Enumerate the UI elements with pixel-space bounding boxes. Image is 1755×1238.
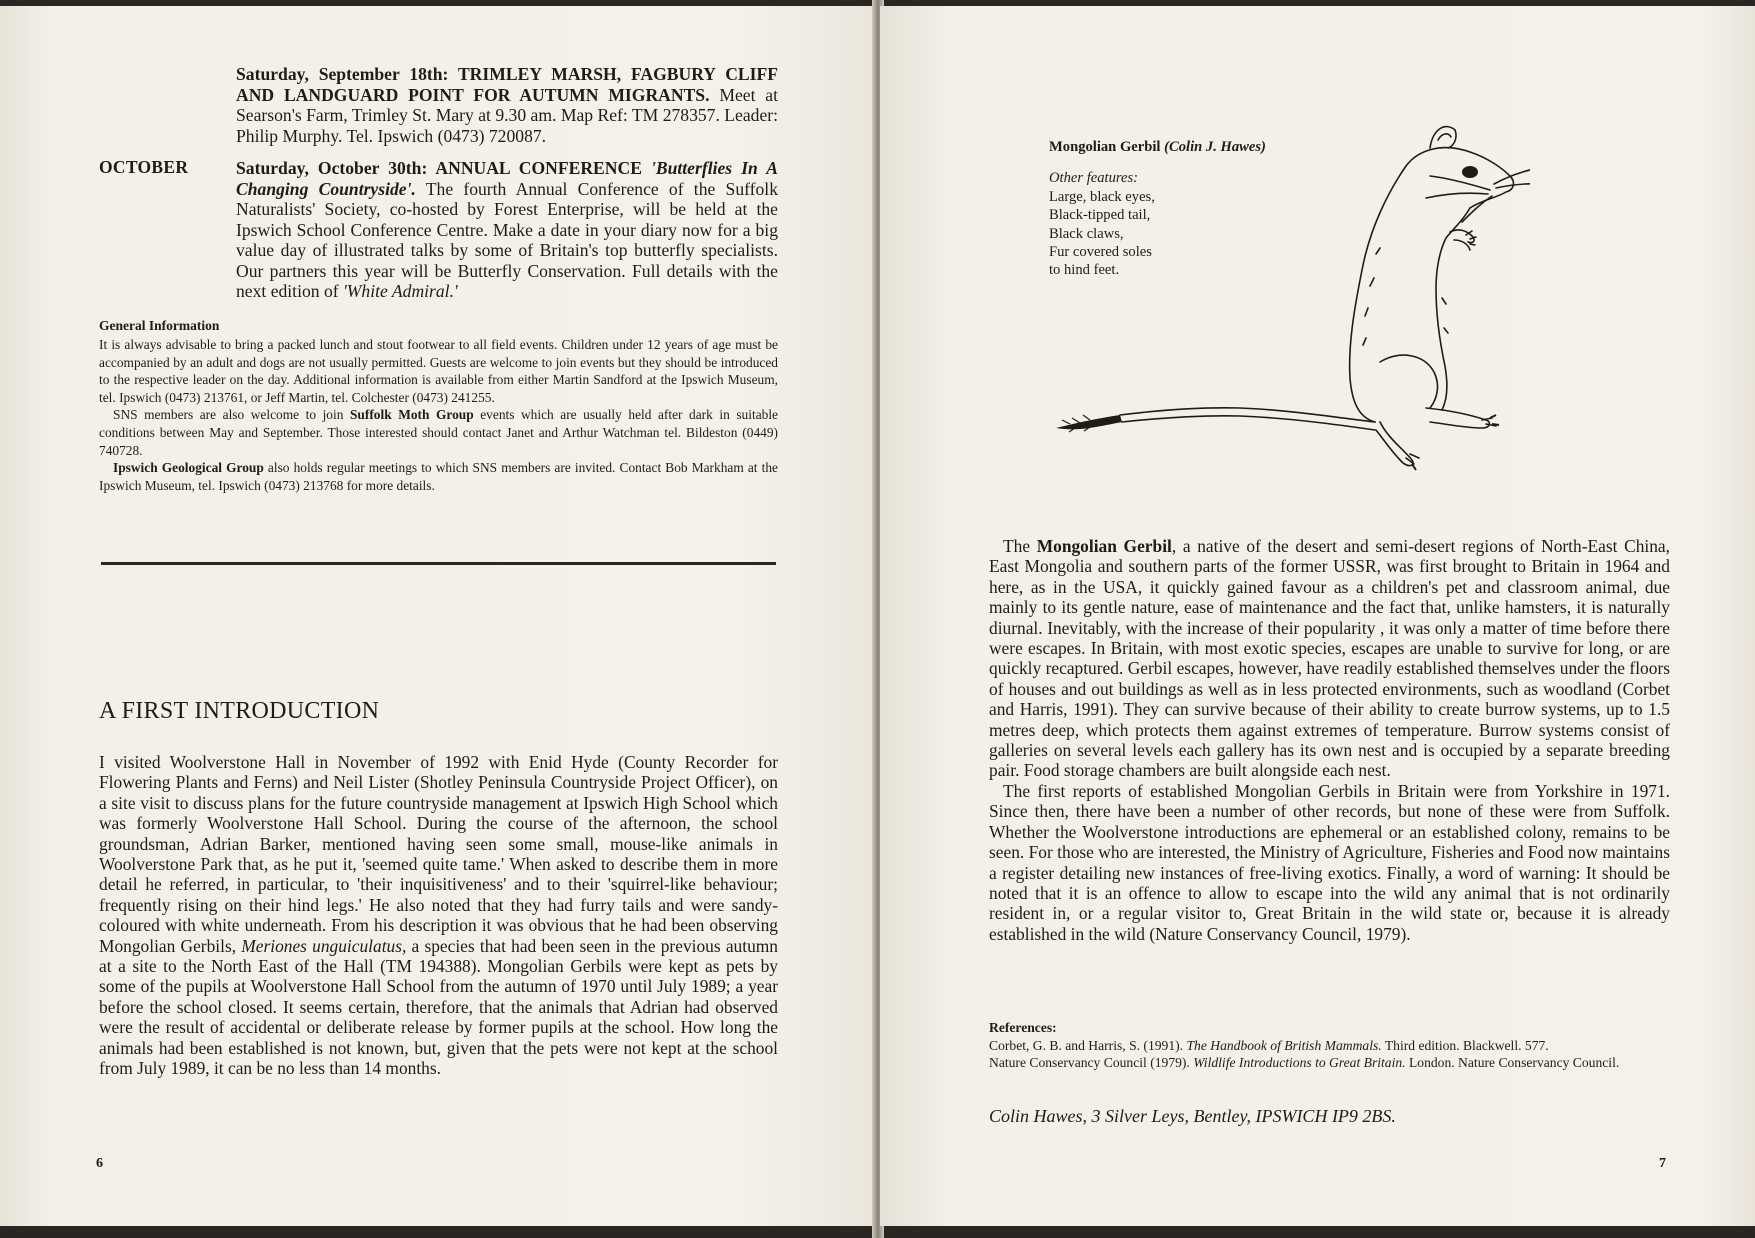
event-october-heading: Saturday, October 30th: ANNUAL CONFERENCE [236, 158, 651, 178]
general-info-p1: It is always advisable to bring a packed lunch and stout footwear to all field events. Children under 12 years of age must be accompanied by an adult and dogs are not usually permitted. Guests are welcome to join events but they should be introduced to the respective leader on the day. Additional information is available from either Martin Sandford at the Ipswich Museum, tel. Ipswich (0473) 213761, or Jeff Martin, tel. Colchester (0473) 241255. [99, 337, 778, 405]
event-september-text: Meet at Searson's Farm, Trimley St. Mary at 9.30 am. Map Ref: TM 278357. Leader: Philip Murphy. Tel. Ipswich (0473) 720087. [236, 84, 778, 146]
right-article-body [989, 536, 1670, 944]
article-body: I visited Woolverstone Hall in November of 1992 with Enid Hyde (County Recorder for Flowering Plants and Ferns) and Neil Lister (Shotley Peninsula Countryside Project Officer), on a site visit to discuss plans for the future countryside management at Ipswich High School which was formerly Woolverstone Hall School. During the course of the afternoon, the school groundsman, Adrian Barker, mentioned having seen some small, mouse-like animals in Woolverstone Park that, as he put it, 'seemed quite tame.' When asked to describe them in more detail he referred, in particular, to 'their inquisitiveness' and to their 'squirrel-like behaviour; frequently rising on their hind legs.' He also noted that they had furry tails and were sandy-coloured with white underneath. From his description it was obvious that he had been observing Mongolian Gerbils, Meriones unguiculatus, a species that had been seen in the previous autumn at a site to the North East of the Hall (TM 194388). Mongolian Gerbils were kept as pets by some of the pupils at Woolverstone Hall School from the autumn of 1970 until July 1989; a year before the school closed. It seems certain, therefore, that the animals that Adrian had observed were the result of accidental or deliberate release by former pupils at the school. How long the animals had been established is not known, but, given that the pets were not kept at the school from July 1989, it can be no less than 14 months. [99, 752, 778, 1079]
reference-item: Nature Conservancy Council (1979). Wildlife Introductions to Great Britain. London. Nature Conservancy Council. [989, 1055, 1620, 1071]
body-paragraph-2: The first reports of established Mongolian Gerbils in Britain were from Yorkshire in 1971. Since then, there have been a number of other records, but none of these were from Suffolk. Whether the Woolverstone introductions are ephemeral or an established colony, remains to be seen. For those who are interested, the Ministry of Agriculture, Fisheries and Food now maintains a register detailing new instances of free-living exotics. Finally, a word of warning: It should be noted that it is an offence to allow to escape into the wild any animal that is not ordinarily resident in, or a regular visitor to, Great Britain in the wild state or, because it is already established in the wild (Nature Conservancy Council, 1979). [989, 780, 1670, 944]
geological-group-name: Ipswich Geological Group [113, 460, 264, 476]
feature-item: Black-tipped tail, [1049, 207, 1151, 224]
reference-item: Corbet, G. B. and Harris, S. (1991). The Handbook of British Mammals. Third edition. Blackwell. 577. [989, 1037, 1549, 1053]
right-page [880, 6, 1755, 1226]
event-september [236, 64, 778, 146]
general-info-p2: SNS members are also welcome to join Suffolk Moth Group events which are usually held after dark in suitable conditions between May and September. Those interested should contact Janet and Arthur Watchman tel. Bildeston (0449) 740728. [99, 407, 778, 458]
feature-item: Fur covered soles [1049, 244, 1152, 261]
month-october: OCTOBER [99, 157, 189, 177]
feature-item: to hind feet. [1049, 262, 1120, 279]
feature-item: Large, black eyes, [1049, 188, 1155, 205]
feature-item: Black claws, [1049, 225, 1124, 242]
left-page [0, 6, 876, 1226]
species-name: Meriones unguiculatus, [241, 935, 407, 956]
author-address: Colin Hawes, 3 Silver Leys, Bentley, IPSWICH IP9 2BS. [989, 1106, 1396, 1126]
caption-title: Mongolian Gerbil [1049, 139, 1165, 155]
body-paragraph-1: The Mongolian Gerbil, a native of the desert and semi-desert regions of North-East China, East Mongolia and southern parts of the former USSR, was first brought to Britain in 1964 and here, as in the USA, it quickly gained favour as a children's pet and classroom animal, due mainly to its gentle nature, ease of maintenance and the fact that, unlike hamsters, it is naturally diurnal. Inevitably, with the increase of their popularity , it was only a matter of time before there were escapes. In Britain, with most exotic species, escapes are unable to survive for long, or are quickly recaptured. Gerbil escapes, however, have readily established themselves under the floors of houses and out buildings as well as in less protected environments, such as woodland (Corbet and Harris, 1991). They can survive because of their ability to create burrow systems, up to 1.5 metres deep, which protects them against extremes of temperature. Burrow systems consist of galleries on several levels each gallery has its own nest and is occupied by a separate breeding pair. Food storage chambers are built alongside each nest. [989, 536, 1670, 781]
features-label: Other features: [1049, 170, 1139, 187]
gerbil-eye [1462, 166, 1478, 178]
page-number-right: 7 [1659, 1156, 1666, 1171]
general-info-body [99, 336, 778, 494]
event-october-heading-italic: 'Butterflies In A Changing Countryside'. [236, 158, 778, 199]
general-info-title: General Information [99, 318, 220, 333]
article-title: A FIRST INTRODUCTION [99, 698, 380, 724]
caption-credit: (Colin J. Hawes) [1164, 139, 1266, 155]
page-number-left: 6 [96, 1156, 103, 1171]
section-divider [101, 562, 776, 565]
moth-group-name: Suffolk Moth Group [349, 407, 474, 423]
event-october-text: The fourth Annual Conference of the Suffolk Naturalists' Society, co-hosted by Forest Enterprise, will be held at the Ipswich School Conference Centre. Make a date in your diary now for a big value day of illustrated talks by some of Britain's top butterfly specialists. Our partners this year will be Butterfly Conservation. Full details with the next edition of [236, 178, 778, 301]
general-info-p3: Ipswich Geological Group also holds regular meetings to which SNS members are invited. Contact Bob Markham at the Ipswich Museum, tel. Ipswich (0473) 213768 for more details. [99, 460, 778, 493]
gerbil-name-bold: Mongolian Gerbil [1036, 536, 1172, 556]
event-september-heading: Saturday, September 18th: TRIMLEY MARSH, FAGBURY CLIFF AND LANDGUARD POINT FOR AUTUMN MIGRANTS. [236, 64, 778, 105]
event-october [236, 158, 778, 302]
event-october-text-italic: 'White Admiral.' [343, 281, 458, 301]
gerbil-illustration [1050, 118, 1530, 488]
references [989, 1019, 1670, 1072]
references-title: References: [989, 1020, 1057, 1035]
